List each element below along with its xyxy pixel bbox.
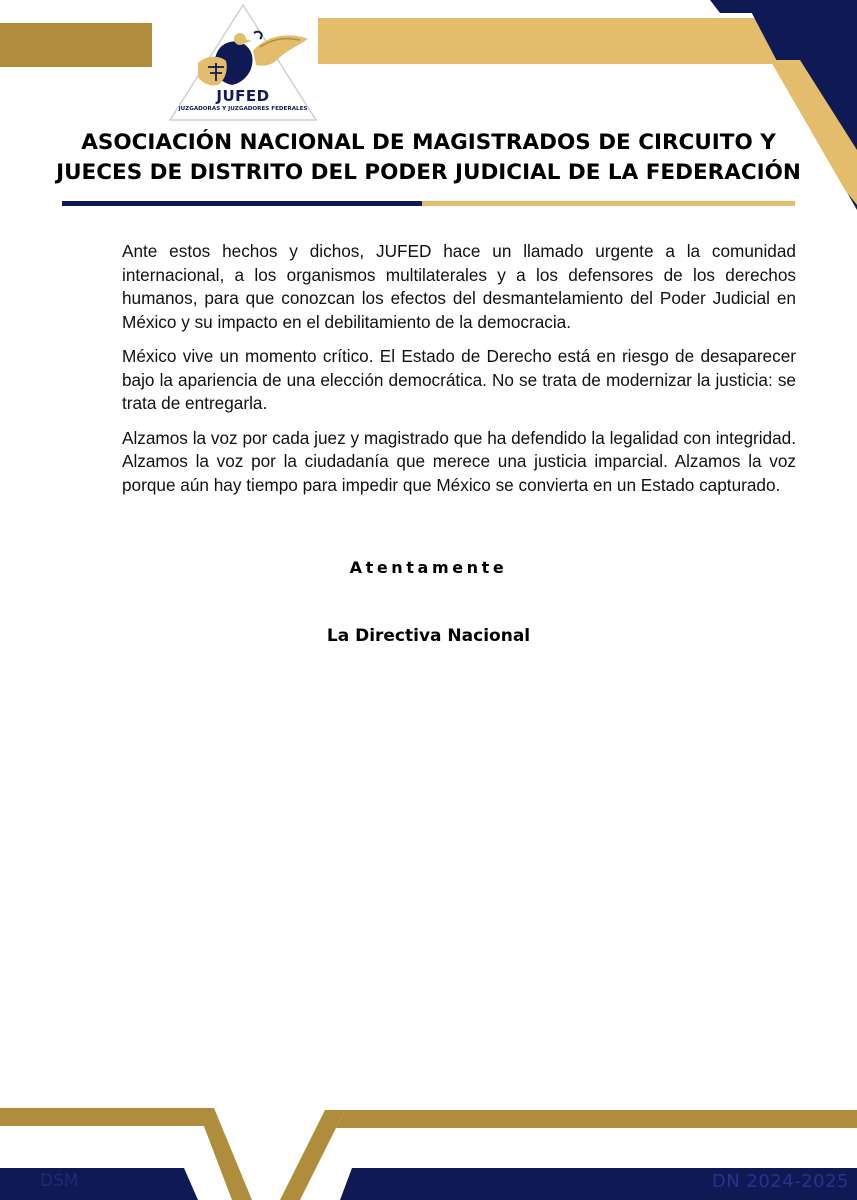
gold-footer-v-right [280,1110,345,1200]
organization-title-line-2: JUECES DE DISTRITO DEL PODER JUDICIAL DE LA FEDERACIÓN [56,160,801,185]
signature: La Directiva Nacional [326,626,531,646]
footer-right-mark: DN 2024-2025 [711,1171,849,1192]
navy-footer-left [0,1168,198,1200]
closing-salutation: Atentamente [349,558,508,577]
logo-name: JUFED [216,87,270,105]
organization-title-line-1: ASOCIACIÓN NACIONAL DE MAGISTRADOS DE CIRCUITO Y [81,130,776,155]
footer-left-mark: DSM [40,1171,79,1191]
paragraph-1: Ante estos hechos y dichos, JUFED hace un llamado urgente a la comunidad internacional, a los organismos multilaterales y a los defensores de los derechos humanos, para que conozcan los efectos del desmantelamiento del Poder Judicial en México y su impacto en el debilitamiento de la democracia. [122,241,796,332]
paragraph-3: Alzamos la voz por cada juez y magistrado que ha defendido la legalidad con integridad. Alzamos la voz por la ciudadanía que merece una justicia imparcial. Alzamos la voz porque aún hay tiempo para impedir que México se convierta en un Estado capturado. [122,427,796,495]
gold-footer-v-left [197,1108,252,1200]
logo-subtitle: JUZGADORAS Y JUZGADORES FEDERALES [178,106,308,112]
paragraph-2: México vive un momento crítico. El Estado de Derecho está en riesgo de desaparecer bajo la apariencia de una elección democrática. No se trata de modernizar la justicia: se trata de entregarla. [122,346,796,413]
gold-footer-band-left [0,1108,222,1126]
gold-footer-band-right [336,1110,857,1128]
